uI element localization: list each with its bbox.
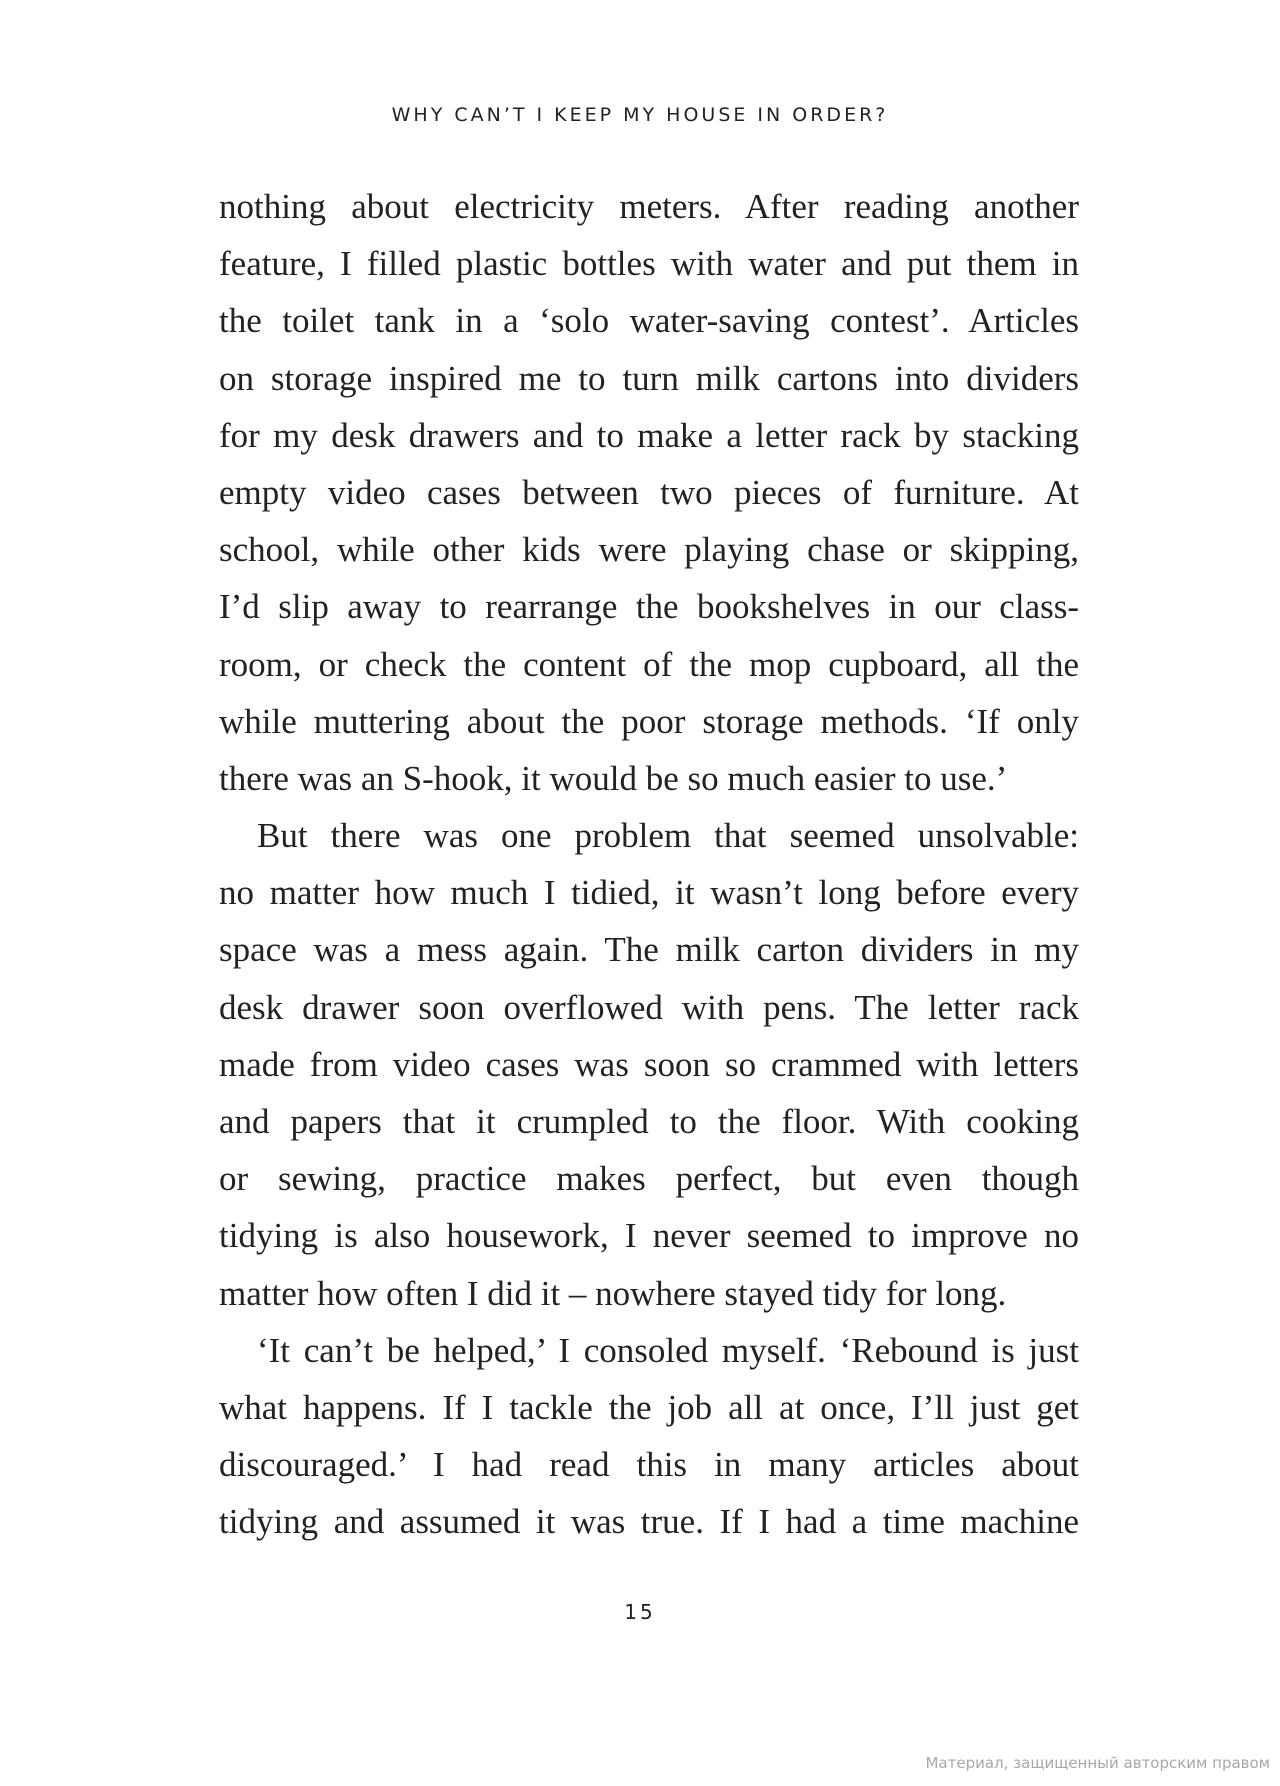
text-line: I’d slip away to rearrange the bookshelves in our class-: [219, 587, 1079, 627]
text-line: empty video cases between two pieces of furniture. At: [219, 472, 1079, 512]
text-line: while muttering about the poor storage methods. ‘If only: [219, 701, 1079, 741]
text-line: ‘It can’t be helped,’ I consoled myself. ‘Rebound is just: [257, 1330, 1079, 1370]
text-line: or sewing, practice makes perfect, but even though: [219, 1159, 1079, 1199]
paragraph: [219, 1322, 1079, 1551]
text-line: on storage inspired me to turn milk cartons into dividers: [219, 358, 1079, 398]
paragraph: [219, 807, 1079, 1322]
text-line: school, while other kids were playing chase or skipping,: [219, 530, 1079, 570]
text-line: But there was one problem that seemed unsolvable:: [257, 816, 1079, 856]
text-line: the toilet tank in a ‘solo water-saving contest’. Articles: [219, 301, 1079, 341]
text-line: tidying and assumed it was true. If I had a time machine: [219, 1502, 1079, 1542]
text-line: no matter how much I tidied, it wasn’t long before every: [219, 873, 1079, 913]
running-head: WHY CAN’T I KEEP MY HOUSE IN ORDER?: [391, 104, 889, 126]
copyright-watermark: Материал, защищенный авторским правом: [925, 1754, 1270, 1772]
text-line: room, or check the content of the mop cupboard, all the: [219, 644, 1079, 684]
text-line: tidying is also housework, I never seemed to improve no: [219, 1216, 1079, 1256]
paragraph: [219, 178, 1079, 807]
text-line: what happens. If I tackle the job all at once, I’ll just get: [219, 1387, 1079, 1427]
body-text: [219, 178, 1079, 1551]
text-line: there was an S-hook, it would be so much easier to use.’: [219, 758, 1008, 798]
page-number: 15: [624, 1600, 656, 1624]
text-line: desk drawer soon overflowed with pens. The letter rack: [219, 987, 1079, 1027]
text-line: nothing about electricity meters. After reading another: [219, 187, 1079, 226]
text-line: made from video cases was soon so crammed with letters: [219, 1044, 1079, 1084]
text-line: for my desk drawers and to make a letter rack by stacking: [219, 415, 1079, 455]
text-line: matter how often I did it – nowhere stayed tidy for long.: [219, 1273, 1007, 1313]
text-line: and papers that it crumpled to the floor. With cooking: [219, 1102, 1079, 1141]
text-line: discouraged.’ I had read this in many articles about: [219, 1445, 1079, 1485]
text-line: feature, I filled plastic bottles with water and put them in: [219, 244, 1079, 284]
text-line: space was a mess again. The milk carton dividers in my: [219, 930, 1079, 970]
